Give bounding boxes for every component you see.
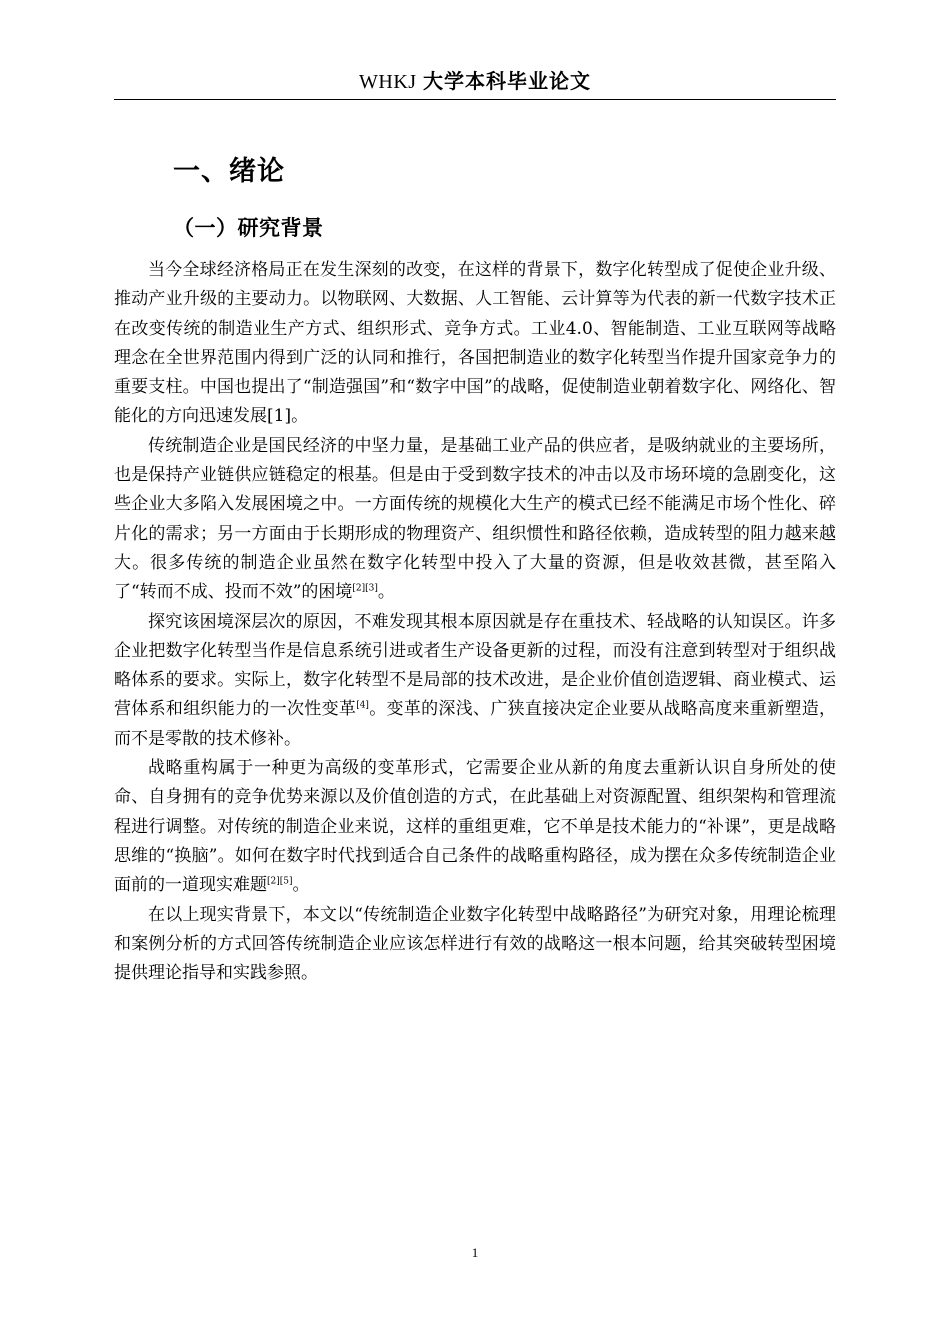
page-number: 1 xyxy=(471,1245,479,1260)
paragraph-3-text: 探究该困境深层次的原因，不难发现其根本原因就是存在重技术、轻战略的认知误区。许多企业把数字化转型当作是信息系统引进或者生产设备更新的过程，而没有注意到转型对于组织战略体系的要求。实际上，数字化转型不是局部的技术改进，是企业价值创造逻辑、商业模式、运营体系和组织能力的一次性变革 xyxy=(114,611,836,720)
paragraph-4-text: 战略重构属于一种更为高级的变革形式，它需要企业从新的角度去重新认识自身所处的使命、自身拥有的竞争优势来源以及价值创造的方式，在此基础上对资源配置、组织架构和管理流程进行调整。对传统的制造企业来说，这样的重组更难，它不单是技术能力的“补课”，更是战略思维的“换脑”。如何在数字时代找到适合自己条件的战略重构路径，成为摆在众多传统制造企业面前的一道现实难题 xyxy=(114,758,836,896)
citation: [2][5] xyxy=(267,876,293,887)
paragraph-3 xyxy=(114,608,836,754)
body-text xyxy=(114,256,836,988)
paragraph-2 xyxy=(114,432,836,608)
paragraph-1-text: 当今全球经济格局正在发生深刻的改变，在这样的背景下，数字化转型成了促使企业升级、推动产业升级的主要动力。以物联网、大数据、人工智能、云计算等为代表的新一代数字技术正在改变传统的制造业生产方式、组织形式、竞争方式。工业4.0、智能制造、工业互联网等战略理念在全世界范围内得到广泛的认同和推行，各国把制造业的数字化转型当作提升国家竞争力的重要支柱。中国也提出了“制造强国”和“数字中国”的战略，促使制造业朝着数字化、网络化、智能化的方向迅速发展[1]。 xyxy=(114,260,836,427)
paragraph-5-text: 在以上现实背景下，本文以“传统制造企业数字化转型中战略路径”为研究对象，用理论梳理和案例分析的方式回答传统制造企业应该怎样进行有效的战略这一根本问题，给其突破转型困境提供理论指导和实践参照。 xyxy=(114,904,836,984)
header-rule xyxy=(114,99,836,100)
header-title: 大学本科毕业论文 xyxy=(422,69,591,93)
paragraph-2-text: 传统制造企业是国民经济的中坚力量，是基础工业产品的供应者，是吸纳就业的主要场所，也是保持产业链供应链稳定的根基。但是由于受到数字技术的冲击以及市场环境的急剧变化，这些企业大多陷入发展困境之中。一方面传统的规模化大生产的模式已经不能满足市场个性化、碎片化的需求；另一方面由于长期形成的物理资产、组织惯性和路径依赖，造成转型的阻力越来越大。很多传统的制造企业虽然在数字化转型中投入了大量的资源，但是收效甚微，甚至陷入了“转而不成、投而不效”的困境 xyxy=(114,435,836,603)
paragraph-1 xyxy=(114,256,836,432)
paragraph-4-tail: 。 xyxy=(292,875,310,896)
chapter-title: 一、绪论 xyxy=(173,156,285,187)
header-latin: WHKJ xyxy=(359,71,417,93)
paragraph-3-tail: 。变革的深浅、广狭直接决定企业要从战略高度来重新塑造，而不是零散的技术修补。 xyxy=(114,699,837,749)
citation: [2][3] xyxy=(352,583,378,594)
paragraph-2-tail: 。 xyxy=(377,582,395,603)
section-title: （一）研究背景 xyxy=(173,216,324,240)
page-header xyxy=(114,66,836,97)
citation: [4] xyxy=(356,700,369,711)
paragraph-4 xyxy=(114,754,836,900)
paragraph-5 xyxy=(114,901,836,989)
